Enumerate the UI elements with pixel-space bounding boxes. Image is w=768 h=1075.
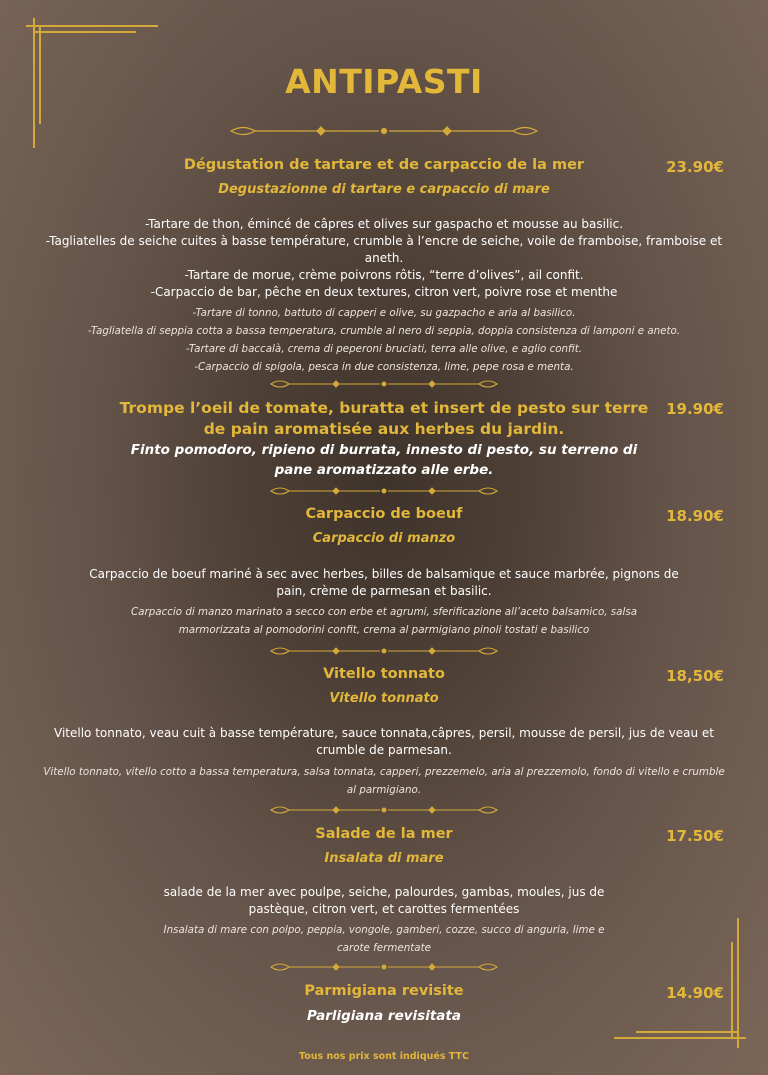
dish-description: Vitello tonnato, veau cuit à basse température, sauce tonnata,câpres, persil, mousse de persil, jus de veau et crumble de parmesan.	[54, 726, 714, 757]
divider-ornament	[0, 377, 768, 391]
dish-name: Parmigiana revisite	[304, 983, 464, 999]
dish-price: 14.90€	[666, 984, 724, 1002]
divider-ornament	[0, 644, 768, 658]
description-line: -Tagliatelles de seiche cuites à basse température, crumble à l’encre de seiche, voile de framboise, framboise et aneth.	[45, 234, 723, 265]
dish-name-italian: Insalata di mare	[324, 851, 444, 866]
dish-price: 18,50€	[666, 667, 724, 685]
dish-name: Dégustation de tartare et de carpaccio de la mer	[183, 157, 585, 173]
description-line: -Tartare de thon, émincé de câpres et olives sur gaspacho et mousse au basilic.	[144, 217, 624, 231]
dish-name: Trompe l’oeil de tomate, buratta et insert de pesto sur terre de pain aromatisée aux herbes du jardin.	[119, 399, 649, 438]
dish-description-italian: Vitello tonnato, vitello cotto a bassa temperatura, salsa tonnata, capperi, prezzemelo, aria al prezzemolo, fondo di vitello e crumble al parmigiano.	[43, 766, 725, 796]
description-line: -Carpaccio de bar, pêche en deux textures, citron vert, poivre rose et menthe	[150, 285, 618, 299]
dish-price: 19.90€	[666, 400, 724, 418]
description-line: -Tartare di baccalà, crema di peperoni bruciati, terra alle olive, e aglio confit.	[185, 343, 583, 355]
description-line: -Carpaccio di spigola, pesca in due consistenza, lime, pepe rosa e menta.	[194, 361, 574, 373]
description-line: -Tagliatella di seppia cotta a bassa temperatura, crumble al nero di seppia, doppia consistenza di lamponi e aneto.	[87, 325, 681, 337]
corner-ornament-bottom-right	[608, 912, 748, 1052]
dish-name: Vitello tonnato	[323, 666, 445, 682]
dish-name-italian: Degustazionne di tartare e carpaccio di mare	[218, 182, 550, 197]
description-line: -Tartare de morue, crème poivrons rôtis, “terre d’olives”, ail confit.	[184, 268, 584, 282]
divider-ornament	[0, 803, 768, 817]
dish-description-italian: Insalata di mare con polpo, peppia, vongole, gamberi, cozze, succo di anguria, lime e carote fermentate	[163, 924, 605, 954]
divider-ornament	[0, 484, 768, 498]
dish-price: 18.90€	[666, 507, 724, 525]
dish-description	[30, 216, 738, 301]
dish-price: 17.50€	[666, 827, 724, 845]
dish-price: 23.90€	[666, 158, 724, 176]
dish-name-italian: Finto pomodoro, ripieno di burrata, innesto di pesto, su terreno di pane aromatizzato alle erbe.	[130, 442, 638, 478]
price-note: Tous nos prix sont indiqués TTC	[299, 1051, 469, 1062]
dish-name: Carpaccio de boeuf	[305, 506, 463, 522]
dish-name-italian: Carpaccio di manzo	[312, 531, 456, 546]
dish-name: Salade de la mer	[315, 826, 453, 842]
divider-ornament	[0, 123, 768, 139]
description-line: -Tartare di tonno, battuto di capperi e olive, su gazpacho e aria al basilico.	[192, 307, 576, 319]
dish-name-italian: Parligiana revisitata	[307, 1008, 461, 1024]
page-title: ANTIPASTI	[285, 62, 483, 101]
dish-description: salade de la mer avec poulpe, seiche, palourdes, gambas, moules, jus de pastèque, citron vert, et carottes fermentées	[163, 885, 605, 916]
dish-description-italian	[30, 304, 738, 376]
dish-name-italian: Vitello tonnato	[329, 691, 439, 706]
divider-ornament	[0, 960, 768, 974]
dish-description-italian: Carpaccio di manzo marinato a secco con erbe et agrumi, sferificazione all’aceto balsamico, salsa marmorizzata al pomodorini confit, crema al parmigiano pinoli tostati e basilico	[130, 606, 638, 636]
dish-description: Carpaccio de boeuf mariné à sec avec herbes, billes de balsamique et sauce marbrée, pignons de pain, crème de parmesan et basilic.	[89, 567, 679, 598]
